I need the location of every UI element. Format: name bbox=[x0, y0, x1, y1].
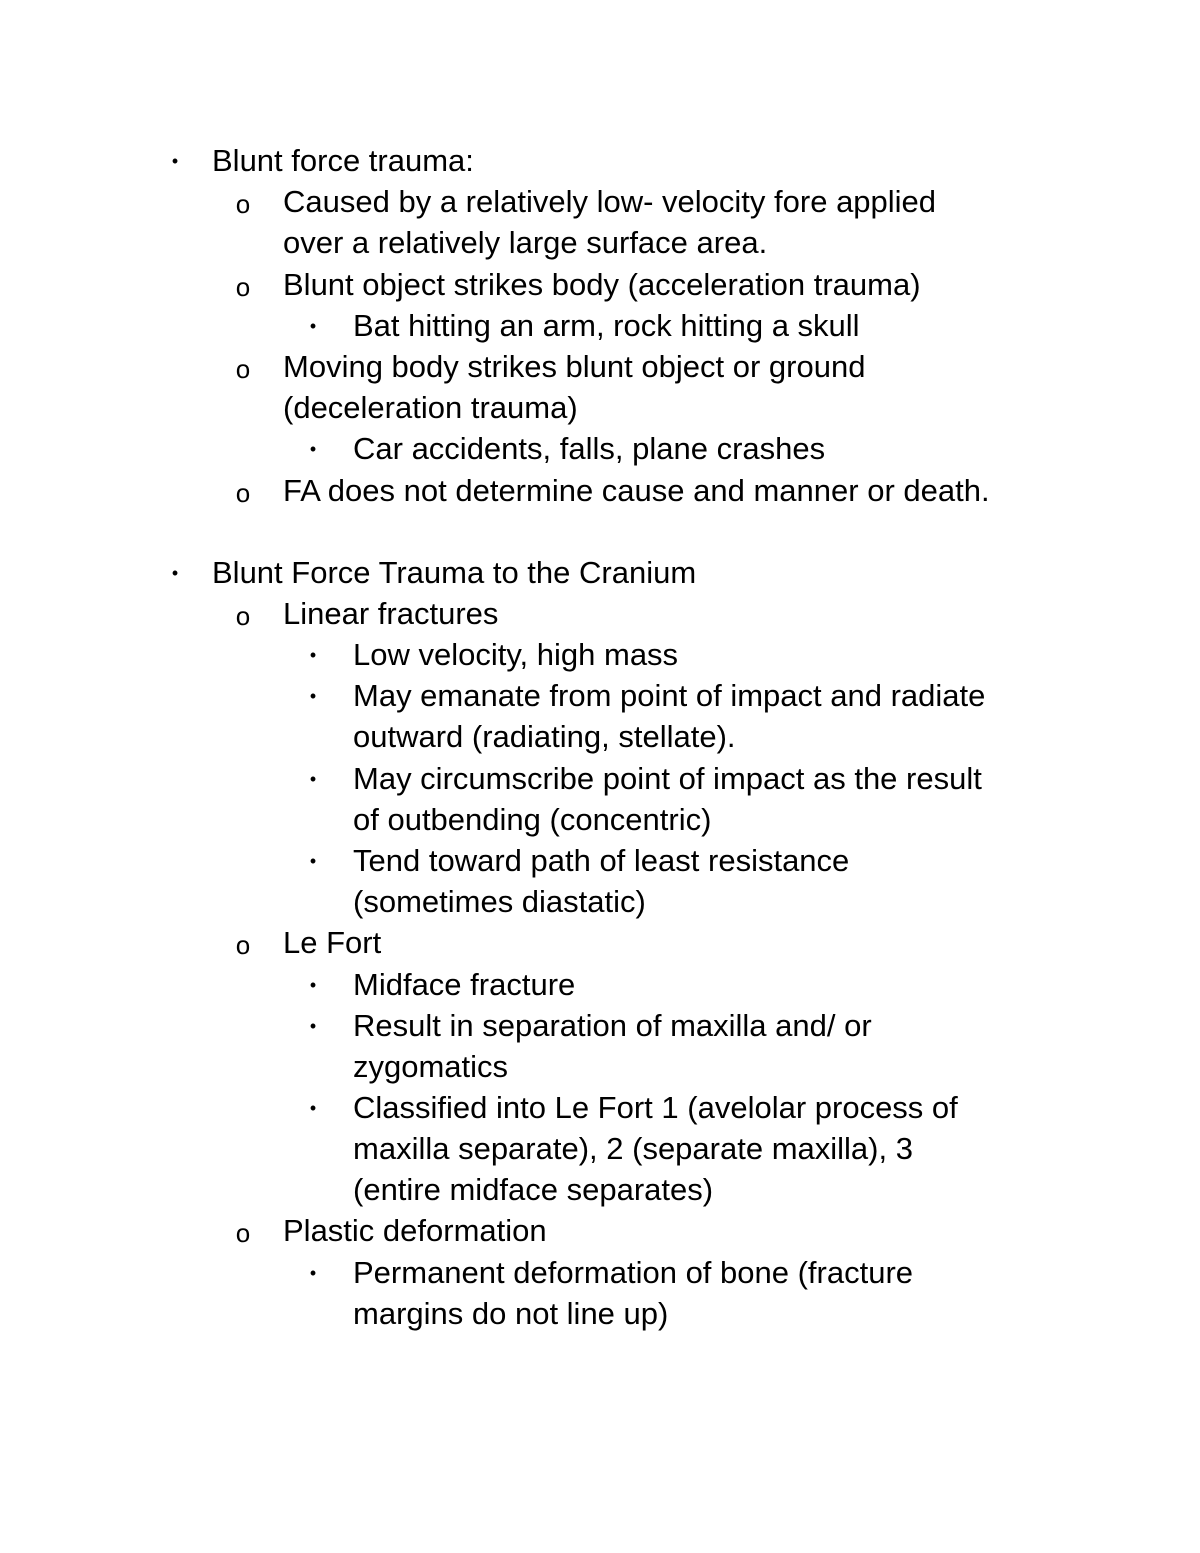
bullet-marker: • bbox=[309, 686, 317, 706]
outline-item-level1 bbox=[0, 552, 1200, 593]
subitem-text: (entire midface separates) bbox=[353, 1172, 714, 1207]
bullet-marker: • bbox=[309, 851, 317, 871]
bullet-marker: • bbox=[171, 563, 179, 583]
outline-item-level2 bbox=[0, 264, 1200, 305]
bullet-marker: • bbox=[171, 151, 179, 171]
subitem-text: (sometimes diastatic) bbox=[353, 884, 646, 919]
subitem-text: Classified into Le Fort 1 (avelolar process of bbox=[353, 1090, 958, 1125]
bullet-marker: • bbox=[309, 1098, 317, 1118]
outline-item-level3 bbox=[0, 428, 1200, 469]
outline-item-level3 bbox=[0, 1252, 1200, 1293]
bullet-marker: • bbox=[309, 439, 317, 459]
item-text: Caused by a relatively low- velocity fore applied bbox=[283, 184, 937, 219]
item-text: Linear fractures bbox=[283, 596, 499, 631]
outline-item-level3 bbox=[0, 305, 1200, 346]
subitem-text: outward (radiating, stellate). bbox=[353, 719, 736, 754]
outline-item-continuation bbox=[0, 1169, 1200, 1210]
subitem-text: zygomatics bbox=[353, 1049, 509, 1084]
bullet-marker: • bbox=[309, 975, 317, 995]
outline-item-continuation bbox=[0, 716, 1200, 757]
circle-marker: o bbox=[235, 272, 251, 302]
bullet-marker: • bbox=[309, 316, 317, 336]
outline-item-level2 bbox=[0, 470, 1200, 511]
subitem-text: Result in separation of maxilla and/ or bbox=[353, 1008, 872, 1043]
outline-item-level3 bbox=[0, 634, 1200, 675]
circle-marker: o bbox=[235, 354, 251, 384]
item-text: Le Fort bbox=[283, 925, 382, 960]
subitem-text: May circumscribe point of impact as the result bbox=[353, 761, 982, 796]
section-heading: Blunt force trauma: bbox=[212, 143, 474, 178]
subitem-text: Tend toward path of least resistance bbox=[353, 843, 850, 878]
subitem-text: margins do not line up) bbox=[353, 1296, 669, 1331]
circle-marker: o bbox=[235, 1218, 251, 1248]
subitem-text: May emanate from point of impact and radiate bbox=[353, 678, 986, 713]
bullet-marker: • bbox=[309, 769, 317, 789]
subitem-text: Bat hitting an arm, rock hitting a skull bbox=[353, 308, 860, 343]
item-text: Moving body strikes blunt object or ground bbox=[283, 349, 866, 384]
outline-item-level3 bbox=[0, 758, 1200, 799]
outline-item-level1 bbox=[0, 140, 1200, 181]
outline-item-level2 bbox=[0, 181, 1200, 222]
item-text: over a relatively large surface area. bbox=[283, 225, 768, 260]
outline-item-level3 bbox=[0, 1087, 1200, 1128]
outline-item-level2 bbox=[0, 593, 1200, 634]
circle-marker: o bbox=[235, 478, 251, 508]
outline-item-continuation bbox=[0, 799, 1200, 840]
outline-item-level3 bbox=[0, 840, 1200, 881]
subitem-text: Low velocity, high mass bbox=[353, 637, 679, 672]
outline-item-continuation bbox=[0, 1128, 1200, 1169]
circle-marker: o bbox=[235, 601, 251, 631]
outline-item-continuation bbox=[0, 881, 1200, 922]
item-text: Blunt object strikes body (acceleration trauma) bbox=[283, 267, 921, 302]
bullet-marker: • bbox=[309, 1263, 317, 1283]
circle-marker: o bbox=[235, 930, 251, 960]
subitem-text: Car accidents, falls, plane crashes bbox=[353, 431, 826, 466]
subitem-text: maxilla separate), 2 (separate maxilla), 3 bbox=[353, 1131, 913, 1166]
outline-item-level3 bbox=[0, 964, 1200, 1005]
section-heading: Blunt Force Trauma to the Cranium bbox=[212, 555, 697, 590]
outline-item-continuation bbox=[0, 387, 1200, 428]
subitem-text: Midface fracture bbox=[353, 967, 576, 1002]
item-text: (deceleration trauma) bbox=[283, 390, 578, 425]
bullet-marker: • bbox=[309, 645, 317, 665]
subitem-text: of outbending (concentric) bbox=[353, 802, 712, 837]
item-text: Plastic deformation bbox=[283, 1213, 547, 1248]
circle-marker: o bbox=[235, 189, 251, 219]
outline-item-level3 bbox=[0, 675, 1200, 716]
item-text: FA does not determine cause and manner or death. bbox=[283, 473, 990, 508]
outline-item-continuation bbox=[0, 1046, 1200, 1087]
outline-item-continuation bbox=[0, 222, 1200, 263]
outline-item-level2 bbox=[0, 922, 1200, 963]
subitem-text: Permanent deformation of bone (fracture bbox=[353, 1255, 914, 1290]
outline-item-level3 bbox=[0, 1005, 1200, 1046]
outline-item-level2 bbox=[0, 346, 1200, 387]
bullet-marker: • bbox=[309, 1016, 317, 1036]
outline-item-level2 bbox=[0, 1210, 1200, 1251]
outline-item-continuation bbox=[0, 1293, 1200, 1334]
